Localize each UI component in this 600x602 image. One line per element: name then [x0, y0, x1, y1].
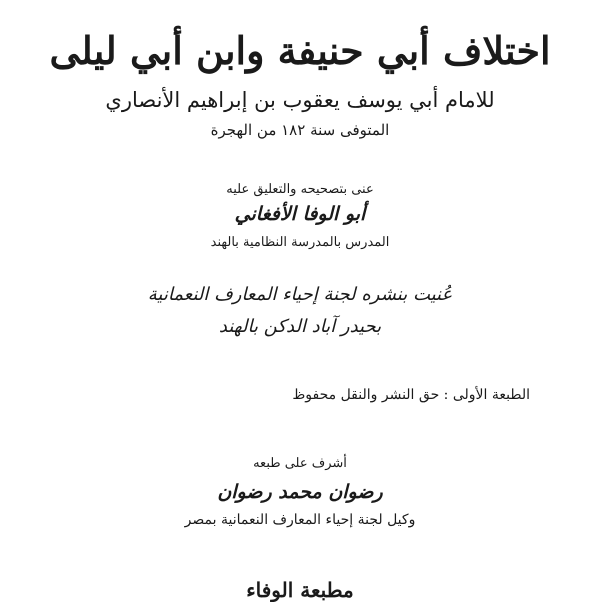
publisher-line-1: عُنيت بنشره لجنة إحياء المعارف النعمانية	[147, 284, 453, 305]
supervisor-name: رضوان محمد رضوان	[217, 481, 383, 503]
supervision-intro: أشرف على طبعه	[253, 456, 347, 471]
publisher-line-2: بحيدر آباد الدكن بالهند	[218, 316, 382, 337]
press-name: مطبعة الوفاء	[246, 578, 354, 602]
author-line: للامام أبي يوسف يعقوب بن إبراهيم الأنصاري	[105, 88, 495, 112]
editor-intro: عنى بتصحيحه والتعليق عليه	[226, 182, 374, 197]
editor-role: المدرس بالمدرسة النظامية بالهند	[210, 235, 390, 250]
death-date-line: المتوفى سنة ١٨٢ من الهجرة	[210, 121, 390, 139]
edition-note: الطبعة الأولى : حق النشر والنقل محفوظ	[292, 387, 530, 403]
book-title: اختلاف أبي حنيفة وابن أبي ليلى	[49, 28, 551, 73]
editor-name: أبو الوفا الأفغاني	[234, 203, 366, 225]
supervisor-role: وكيل لجنة إحياء المعارف النعمانية بمصر	[184, 512, 416, 528]
